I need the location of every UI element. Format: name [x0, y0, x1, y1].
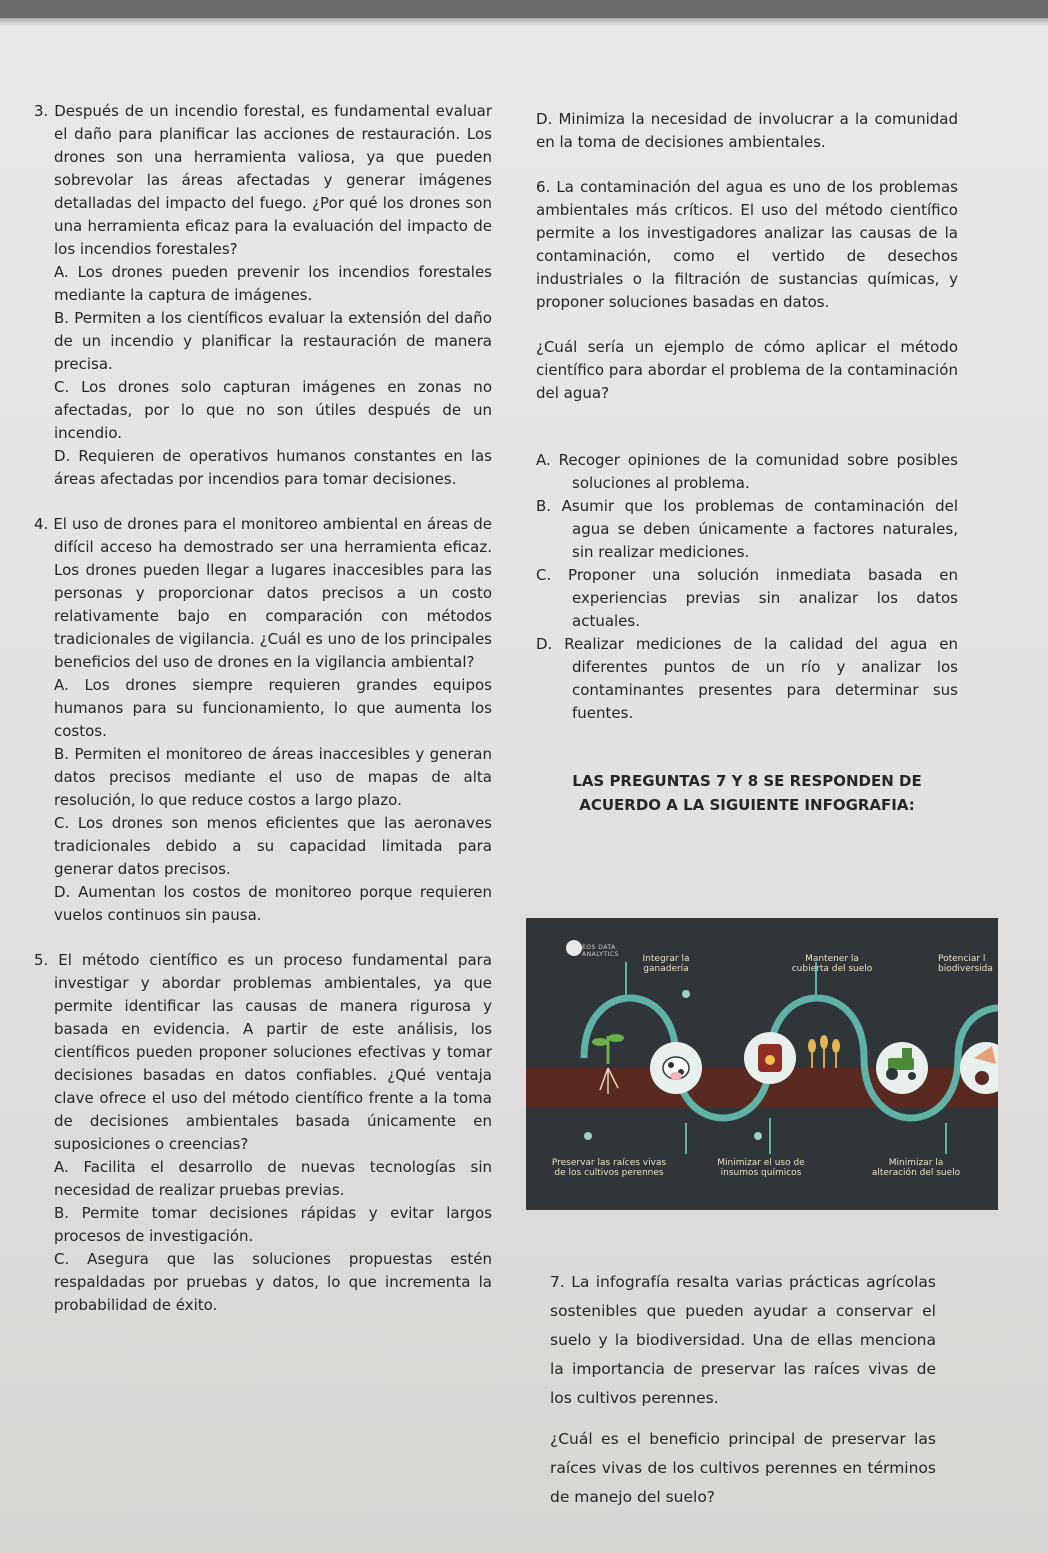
question-4-option-d[interactable]: D. Aumentan los costos de monitoreo porque requieren vuelos continuos sin pausa.	[54, 883, 492, 924]
logo-icon	[566, 940, 582, 956]
section-heading-line-2: ACUERDO A LA SIGUIENTE INFOGRAFIA:	[579, 796, 915, 814]
label-maintain-soil-cover: Mantener la cubierta del suelo	[791, 954, 873, 974]
question-5-option-c[interactable]: C. Asegura que las soluciones propuestas estén respaldadas por pruebas y datos, lo que incrementa la probabilidad de éxito.	[54, 1250, 492, 1314]
label-integrate-livestock: Integrar la ganadería	[642, 954, 690, 974]
question-6-option-d[interactable]: D. Realizar mediciones de la calidad del agua en diferentes puntos de un río y analizar los contaminantes presentes para determinar sus fuentes.	[536, 635, 958, 722]
question-3-option-d[interactable]: D. Requieren de operativos humanos constantes en las áreas afectadas por incendios para tomar decisiones.	[54, 447, 492, 488]
question-7	[550, 1268, 936, 1512]
logo-text-2: ANALYTICS	[582, 951, 619, 958]
question-5-option-d[interactable]: D. Minimiza la necesidad de involucrar a la comunidad en la toma de decisiones ambientales.	[536, 110, 958, 151]
right-column	[536, 108, 958, 817]
question-3-option-c[interactable]: C. Los drones solo capturan imágenes en zonas no afectadas, por lo que no son útiles después de un incendio.	[54, 378, 492, 442]
page-top-edge	[0, 0, 1048, 18]
question-4-option-b[interactable]: B. Permiten el monitoreo de áreas inaccesibles y generan datos precisos mediante el uso de mapas de alta resolución, lo que reduce costos a largo plazo.	[54, 745, 492, 809]
question-6-option-c[interactable]: C. Proponer una solución inmediata basada en experiencias previas sin analizar los datos actuales.	[536, 566, 958, 630]
question-4	[34, 513, 492, 927]
question-5-option-b[interactable]: B. Permite tomar decisiones rápidas y evitar largos procesos de investigación.	[54, 1204, 492, 1245]
logo-text-1: EOS DATA	[582, 944, 616, 951]
question-5-option-a[interactable]: A. Facilita el desarrollo de nuevas tecnologías sin necesidad de realizar pruebas previas.	[54, 1158, 492, 1199]
question-7-question: ¿Cuál es el beneficio principal de preservar las raíces vivas de los cultivos perennes en términos de manejo del suelo?	[550, 1430, 936, 1506]
question-6	[536, 176, 958, 725]
label-minimize-chemicals: Minimizar el uso de insumos químicos	[717, 1158, 805, 1178]
question-6-stem: 6. La contaminación del agua es uno de los problemas ambientales más críticos. El uso del método científico permite a los investigadores analizar las causas de la contaminación, como el vertido de desechos industriales o la filtración de sustancias químicas, y proponer soluciones basadas en datos.	[536, 178, 958, 311]
question-4-option-c[interactable]: C. Los drones son menos eficientes que las aeronaves tradicionales debido a su capacidad limitada para generar datos precisos.	[54, 814, 492, 878]
question-3	[34, 100, 492, 491]
question-5	[34, 949, 492, 1317]
label-minimize-soil-disturbance: Minimizar la alteración del suelo	[871, 1158, 961, 1178]
label-preserve-living-roots: Preservar las raíces vivas de los cultivos perennes	[551, 1158, 667, 1178]
question-5-stem: 5. El método científico es un proceso fundamental para investigar y abordar problemas ambientales, ya que permite identificar las causas de manera rigurosa y basada en evidencia. A partir de este análisis, los científicos pueden proponer soluciones efectivas y tomar decisiones basadas en datos confiables. ¿Qué ventaja clave ofrece el uso del método científico frente a la toma de decisiones ambientales basada únicamente en suposiciones o creencias?	[34, 951, 492, 1153]
question-6-option-b[interactable]: B. Asumir que los problemas de contaminación del agua se deben únicamente a factores naturales, sin realizar mediciones.	[536, 497, 958, 561]
left-column	[34, 100, 492, 1317]
question-7-stem: 7. La infografía resalta varias prácticas agrícolas sostenibles que pueden ayudar a conservar el suelo y la biodiversidad. Una de ellas menciona la importancia de preservar las raíces vivas de los cultivos perennes.	[550, 1273, 936, 1407]
question-6-option-a[interactable]: A. Recoger opiniones de la comunidad sobre posibles soluciones al problema.	[536, 451, 958, 492]
section-heading-line-1: LAS PREGUNTAS 7 Y 8 SE RESPONDEN DE	[572, 772, 922, 790]
question-6-question: ¿Cuál sería un ejemplo de cómo aplicar el método científico para abordar el problema de la contaminación del agua?	[536, 338, 958, 402]
label-enhance-biodiversity: Potenciar l biodiversida	[938, 954, 993, 974]
question-4-option-a[interactable]: A. Los drones siempre requieren grandes equipos humanos para su funcionamiento, lo que aumenta los costos.	[54, 676, 492, 740]
question-3-stem: 3. Después de un incendio forestal, es fundamental evaluar el daño para planificar las acciones de restauración. Los drones son una herramienta valiosa, ya que pueden sobrevolar las áreas afectadas y generar imágenes detalladas del impacto del fuego. ¿Por qué los drones son una herramienta eficaz para la evaluación del impacto de los incendios forestales?	[34, 102, 492, 258]
question-3-option-b[interactable]: B. Permiten a los científicos evaluar la extensión del daño de un incendio y planificar la restauración de manera precisa.	[54, 309, 492, 373]
question-3-option-a[interactable]: A. Los drones pueden prevenir los incendios forestales mediante la captura de imágenes.	[54, 263, 492, 304]
infographic	[526, 918, 998, 1210]
wheat-icon	[808, 1035, 840, 1068]
question-4-stem: 4. El uso de drones para el monitoreo ambiental en áreas de difícil acceso ha demostrado ser una herramienta eficaz. Los drones pueden llegar a lugares inaccesibles para las personas y proporcionar datos precisos a un costo relativamente bajo en comparación con métodos tradicionales de vigilancia. ¿Cuál es uno de los principales beneficios del uso de drones en la vigilancia ambiental?	[34, 515, 492, 671]
